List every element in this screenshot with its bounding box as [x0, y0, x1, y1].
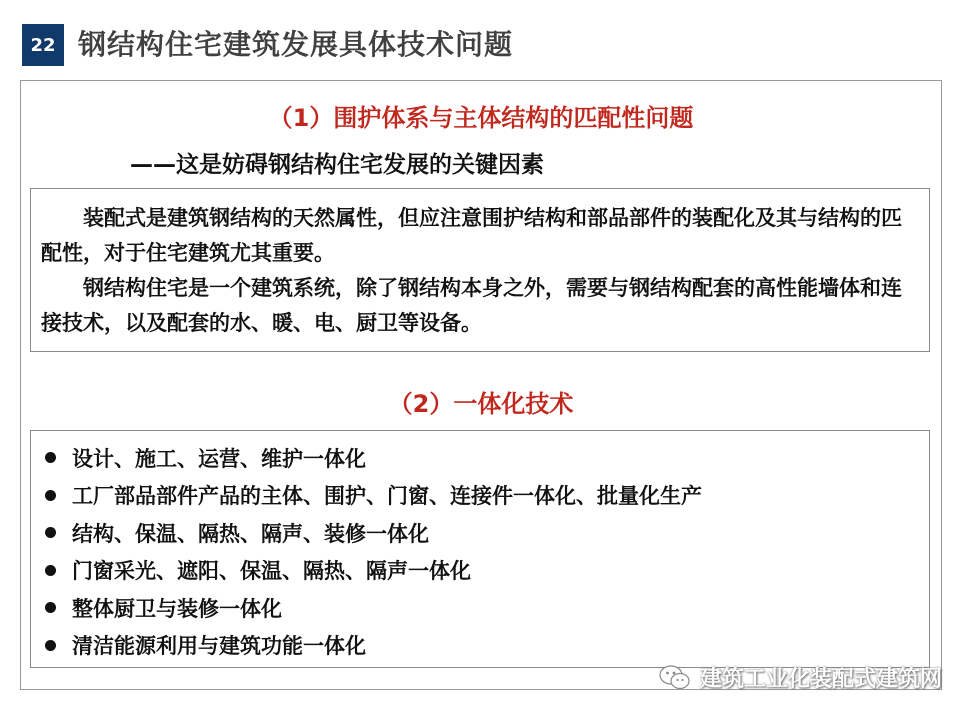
bullet-icon	[45, 640, 56, 651]
list-item-text: 设计、施工、运营、维护一体化	[72, 446, 366, 471]
section2-heading: （2）一体化技术	[388, 390, 574, 418]
list-item-text: 门窗采光、遮阳、保温、隔热、隔声一体化	[72, 559, 471, 584]
bullet-icon	[45, 527, 56, 538]
section2-list-box	[30, 430, 930, 668]
list-item-text: 工厂部品部件产品的主体、围护、门窗、连接件一体化、批量化生产	[72, 484, 702, 509]
slide-title: 钢结构住宅建筑发展具体技术问题	[78, 28, 514, 61]
list-item-text: 整体厨卫与装修一体化	[72, 596, 282, 621]
list-item-text: 清洁能源利用与建筑功能一体化	[72, 634, 366, 659]
integration-list	[41, 439, 929, 664]
list-item	[41, 589, 929, 627]
list-item	[41, 514, 929, 552]
watermark	[658, 662, 942, 693]
list-item-text: 结构、保温、隔热、隔声、装修一体化	[72, 521, 429, 546]
section1-subtitle: ——这是妨碍钢结构住宅发展的关键因素	[130, 152, 544, 178]
bullet-icon	[45, 490, 56, 501]
section1-text-box	[30, 188, 930, 352]
list-item	[41, 552, 929, 590]
paragraph-1: 装配式是建筑钢结构的天然属性，但应注意围护结构和部品部件的装配化及其与结构的匹配性，对于住宅建筑尤其重要。	[41, 206, 902, 265]
bullet-icon	[45, 602, 56, 613]
paragraph-2: 钢结构住宅是一个建筑系统，除了钢结构本身之外，需要与钢结构配套的高性能墙体和连接技术，以及配套的水、暖、电、厨卫等设备。	[41, 276, 902, 335]
list-item	[41, 627, 929, 665]
slide-number-badge: 22	[22, 24, 64, 66]
bullet-icon	[45, 565, 56, 576]
list-item	[41, 439, 929, 477]
wechat-icon	[658, 664, 692, 692]
watermark-text: 建筑工业化装配式建筑网	[699, 667, 942, 692]
list-item	[41, 477, 929, 515]
bullet-icon	[45, 452, 56, 463]
section1-heading: （1）围护体系与主体结构的匹配性问题	[268, 104, 694, 132]
